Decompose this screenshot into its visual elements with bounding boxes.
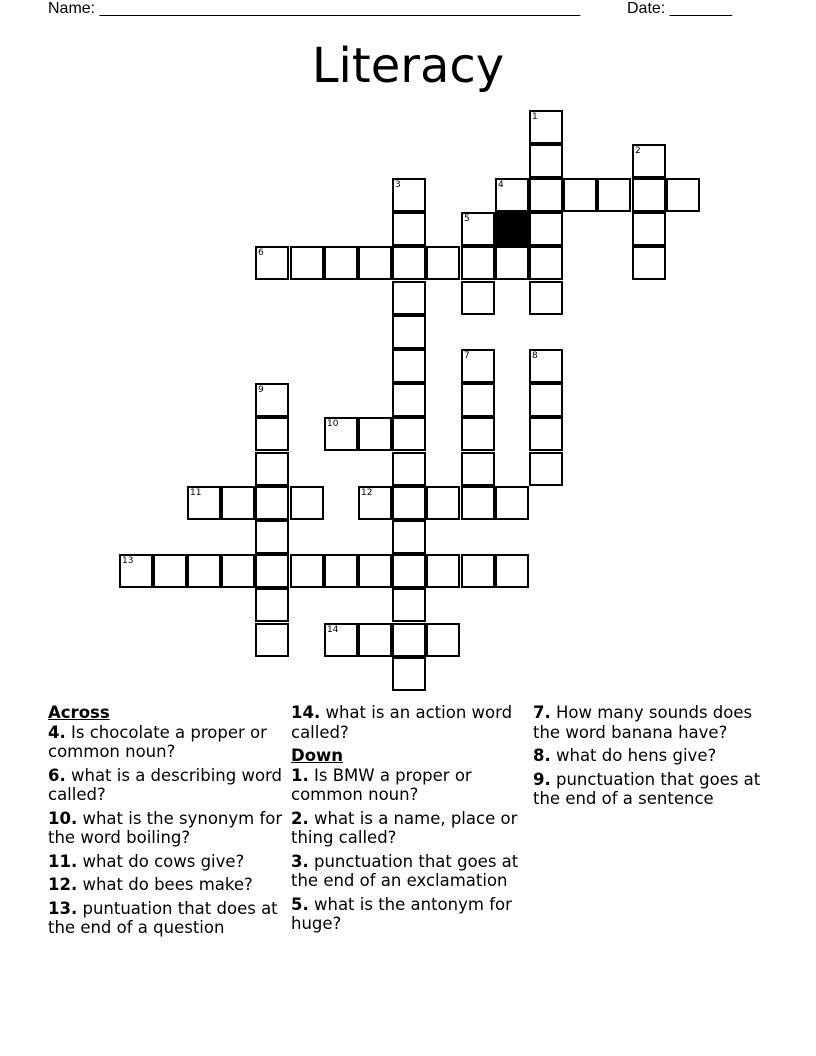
crossword-cell[interactable] — [392, 281, 426, 315]
crossword-cell[interactable] — [426, 623, 460, 657]
clue-item — [48, 766, 284, 805]
crossword-black-cell — [495, 212, 529, 246]
crossword-cell[interactable] — [461, 452, 495, 486]
crossword-cell[interactable] — [495, 486, 529, 520]
crossword-cell[interactable] — [461, 486, 495, 520]
clue-item-text: punctuation that goes at the end of a sentence — [533, 769, 761, 808]
crossword-cell[interactable] — [597, 178, 631, 212]
crossword-cell[interactable] — [461, 554, 495, 588]
clue-item-number: 2. — [291, 808, 309, 828]
crossword-cell[interactable] — [529, 349, 563, 383]
crossword-cell[interactable] — [495, 554, 529, 588]
clue-number: 9 — [258, 385, 264, 395]
crossword-cell[interactable] — [255, 383, 289, 417]
crossword-cell[interactable] — [358, 623, 392, 657]
crossword-cell[interactable] — [461, 246, 495, 280]
clue-number: 10 — [327, 419, 339, 429]
clue-item-text: what do hens give? — [550, 746, 717, 765]
crossword-cell[interactable] — [461, 417, 495, 451]
clue-item-text: what do cows give? — [77, 851, 245, 871]
crossword-cell[interactable] — [392, 417, 426, 451]
clue-item — [291, 852, 527, 891]
clue-number: 3 — [395, 180, 401, 190]
clue-item — [48, 852, 284, 872]
crossword-cell[interactable] — [221, 554, 255, 588]
crossword-cell[interactable] — [255, 486, 289, 520]
clue-number: 5 — [464, 214, 470, 224]
crossword-cell[interactable] — [495, 178, 529, 212]
clue-number: 4 — [498, 180, 504, 190]
clue-item-number: 8. — [533, 746, 551, 765]
clue-item — [291, 766, 527, 805]
crossword-cell[interactable] — [529, 110, 563, 144]
clue-item — [48, 809, 284, 848]
clue-column-3 — [533, 703, 769, 813]
crossword-cell[interactable] — [255, 623, 289, 657]
clue-item-number: 13. — [48, 898, 78, 918]
across-heading: Across — [48, 703, 110, 722]
clue-number: 12 — [361, 488, 373, 498]
crossword-cell[interactable] — [187, 486, 221, 520]
crossword-cell[interactable] — [392, 623, 426, 657]
crossword-cell[interactable] — [632, 144, 666, 178]
crossword-cell[interactable] — [529, 178, 563, 212]
clue-item-number: 10. — [48, 808, 78, 828]
crossword-cell[interactable] — [255, 520, 289, 554]
crossword-cell[interactable] — [392, 178, 426, 212]
clue-item-text: what is the antonym for huge? — [291, 894, 512, 933]
clue-column-1 — [48, 703, 284, 942]
crossword-cell[interactable] — [221, 486, 255, 520]
crossword-cell[interactable] — [392, 657, 426, 691]
clue-item — [533, 746, 769, 766]
clue-item-number: 9. — [533, 769, 551, 789]
crossword-cell[interactable] — [632, 246, 666, 280]
name-label: Name: ______________________________________________________ — [48, 0, 581, 17]
crossword-cell[interactable] — [529, 281, 563, 315]
crossword-cell[interactable] — [529, 144, 563, 178]
clue-item — [291, 895, 527, 934]
crossword-cell[interactable] — [324, 246, 358, 280]
crossword-cell[interactable] — [255, 452, 289, 486]
crossword-cell[interactable] — [290, 486, 324, 520]
crossword-cell[interactable] — [461, 212, 495, 246]
clue-number: 14 — [327, 625, 339, 635]
clue-item-number: 11. — [48, 851, 78, 871]
clue-item-number: 5. — [291, 894, 309, 914]
crossword-cell[interactable] — [392, 246, 426, 280]
crossword-cell[interactable] — [529, 212, 563, 246]
clue-item — [48, 899, 284, 938]
crossword-cell[interactable] — [529, 452, 563, 486]
crossword-cell[interactable] — [392, 315, 426, 349]
crossword-cell[interactable] — [461, 383, 495, 417]
crossword-cell[interactable] — [529, 246, 563, 280]
clue-item-number: 4. — [48, 722, 66, 742]
crossword-cell[interactable] — [290, 554, 324, 588]
clue-item-text: puntuation that does at the end of a question — [48, 898, 278, 937]
crossword-cell[interactable] — [426, 246, 460, 280]
clue-item — [533, 703, 769, 742]
crossword-cell[interactable] — [392, 554, 426, 588]
clue-item — [291, 703, 527, 742]
clue-item-number: 1. — [291, 765, 309, 785]
crossword-cell[interactable] — [324, 623, 358, 657]
clue-item-text: Is chocolate a proper or common noun? — [48, 722, 267, 761]
crossword-cell[interactable] — [358, 246, 392, 280]
clue-item-text: punctuation that goes at the end of an exclamation — [291, 851, 519, 890]
clue-item — [291, 809, 527, 848]
clue-number: 13 — [122, 556, 134, 566]
clue-item-number: 12. — [48, 875, 78, 894]
crossword-cell[interactable] — [632, 212, 666, 246]
crossword-cell[interactable] — [358, 554, 392, 588]
crossword-cell[interactable] — [255, 554, 289, 588]
crossword-cell[interactable] — [187, 554, 221, 588]
clue-item-text: what is an action word called? — [291, 703, 513, 742]
crossword-cell[interactable] — [666, 178, 700, 212]
clue-number: 8 — [532, 351, 538, 361]
crossword-cell[interactable] — [255, 588, 289, 622]
clue-number: 6 — [258, 248, 264, 258]
clue-number: 11 — [190, 488, 202, 498]
clue-item-number: 14. — [291, 703, 321, 722]
crossword-cell[interactable] — [324, 554, 358, 588]
crossword-cell[interactable] — [426, 486, 460, 520]
crossword-cell[interactable] — [324, 417, 358, 451]
clue-number: 2 — [635, 146, 641, 156]
crossword-cell[interactable] — [392, 452, 426, 486]
down-heading: Down — [291, 746, 344, 765]
clue-item — [48, 723, 284, 762]
crossword-cell[interactable] — [426, 554, 460, 588]
clue-item-text: How many sounds does the word banana have? — [533, 703, 753, 742]
crossword-cell[interactable] — [358, 486, 392, 520]
crossword-cell[interactable] — [255, 417, 289, 451]
crossword-cell[interactable] — [255, 246, 289, 280]
crossword-cell[interactable] — [392, 520, 426, 554]
crossword-cell[interactable] — [529, 417, 563, 451]
crossword-cell[interactable] — [392, 486, 426, 520]
clue-item — [533, 770, 769, 809]
clue-item — [48, 875, 284, 895]
date-label: Date: _______ — [627, 0, 732, 17]
clue-number: 1 — [532, 112, 538, 122]
crossword-cell[interactable] — [461, 349, 495, 383]
crossword-cell[interactable] — [392, 383, 426, 417]
crossword-cell[interactable] — [392, 588, 426, 622]
page-title: Literacy — [311, 38, 505, 94]
crossword-cell[interactable] — [495, 246, 529, 280]
clue-item-number: 6. — [48, 765, 66, 785]
clue-item-text: Is BMW a proper or common noun? — [291, 765, 472, 804]
crossword-cell[interactable] — [358, 417, 392, 451]
crossword-cell[interactable] — [392, 349, 426, 383]
crossword-cell[interactable] — [529, 383, 563, 417]
crossword-cell[interactable] — [632, 178, 666, 212]
clue-item-text: what is the synonym for the word boiling? — [48, 808, 283, 847]
clue-item-text: what is a name, place or thing called? — [291, 808, 518, 847]
crossword-cell[interactable] — [290, 246, 324, 280]
crossword-cell[interactable] — [392, 212, 426, 246]
clue-column-2 — [291, 703, 527, 938]
clue-number: 7 — [464, 351, 470, 361]
clue-item-text: what is a describing word called? — [48, 765, 283, 804]
crossword-cell[interactable] — [563, 178, 597, 212]
crossword-cell[interactable] — [461, 281, 495, 315]
clue-item-number: 7. — [533, 703, 551, 722]
clue-item-number: 3. — [291, 851, 309, 871]
crossword-cell[interactable] — [153, 554, 187, 588]
crossword-cell[interactable] — [119, 554, 153, 588]
clue-item-text: what do bees make? — [77, 875, 253, 894]
